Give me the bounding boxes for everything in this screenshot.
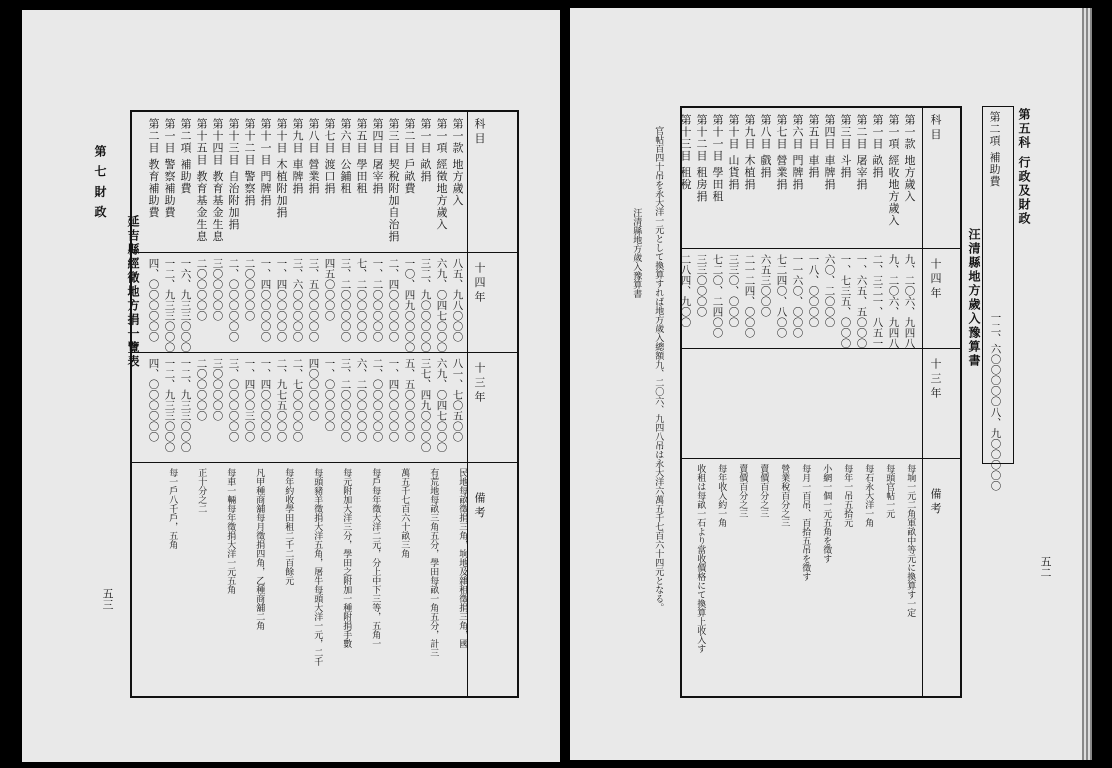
remark-line: 有荒地每畝三角五分，學田每畝一角五分，計三 [428,468,439,657]
row-year14: 六五三〇〇〇 [759,254,772,317]
row-category: 第十三目 租稅 [679,114,692,191]
budget-title: 汪清縣地方歲入豫算書 [967,228,981,368]
row-year14: 四、〇〇〇〇〇〇 [147,258,160,342]
row-category: 第一款 地方歲入 [903,114,916,203]
header-category: 科 目 [929,114,942,140]
row-year14: 六〇、二〇〇〇 [823,254,836,328]
remark-line: 每車一輛每年徵捐大洋一元五角 [225,468,236,594]
row-category: 第二目 戶畝費 [403,118,416,195]
row-year14: 一、四〇〇〇〇〇 [259,258,272,342]
row-category: 第三目 斗捐 [839,114,852,179]
remark-line: 民地每畝徵捐三角，垧地及雜租徵捐三角，國 [457,468,468,648]
row-category: 第二目 屠宰捐 [855,114,868,191]
row-category: 第七目 營業捐 [775,114,788,191]
row-year13: 一、四〇〇三〇〇 [243,358,256,442]
remark-line: 每戶每年徵大洋二元，分上中下三等，五角一 [370,468,381,648]
row-year13: 二、〇〇〇〇〇〇 [371,358,384,442]
remark-line: 小網一個一元五角を徵す [821,464,832,563]
row-year14: 九、二〇六、九四八 [887,254,900,349]
row-year14: 三三〇〇〇〇 [695,254,708,317]
row-category: 第一目 畝捐 [871,114,884,179]
row-year14: 八五、九八〇〇〇 [451,258,464,342]
row-category: 第十二目 租房捐 [695,114,708,203]
header-year14: 十 四 年 [929,258,942,298]
remark-line: 每一戶八千戶，五角 [167,468,178,549]
row-year14: 二〇〇〇〇〇 [243,258,256,321]
remark-line: 賣價百分之三 [737,464,748,518]
row-year13: 三七、四九〇〇〇〇 [419,358,432,453]
row-year13: 三〇〇〇〇〇 [211,358,224,421]
remark-line: 每頭官帖一元 [884,464,895,518]
row-category: 第四目 屠宰捐 [371,118,384,195]
row-year13: 四、〇〇〇〇〇〇 [147,358,160,442]
budget-table [680,106,962,698]
row-year14: 三、六〇〇〇〇〇 [291,258,304,342]
remark-line: 萬五千七百六十畝三角 [399,468,410,558]
row-category: 第一目 畝捐 [419,118,432,183]
row-year13: 三、〇〇〇〇〇〇 [227,358,240,442]
row-year14: 三〇〇〇〇〇 [211,258,224,321]
row-category: 第一項 經收地方歲入 [887,114,900,227]
row-year13: 一二、九三三〇〇〇 [163,358,176,453]
row-year14: 三三〇、〇〇〇 [727,254,740,328]
row-category: 第七目 渡口捐 [323,118,336,195]
row-year14: 一、七三五、〇〇〇 [839,254,852,349]
carryover-block [982,106,1014,491]
row-category: 第五目 車捐 [807,114,820,179]
row-category: 第十一目 門牌捐 [259,118,272,207]
row-year13: 二〇〇〇〇〇 [195,358,208,421]
budget-table [130,110,519,698]
header-remarks: 備 考 [473,492,486,518]
right-page [570,8,1082,760]
row-year13: 六九、〇四七〇〇〇 [435,358,448,453]
header-year13: 十 三 年 [929,358,942,398]
remark-line: 每月一百吊、百拾五吊を徵す [800,464,811,581]
row-year14: 三二、九〇〇〇〇〇 [419,258,432,353]
row-category: 第一目 警察補助費 [163,118,176,219]
remark-line: 每年一吊五拾元 [842,464,853,527]
row-category: 第十二目 警察捐 [243,118,256,207]
page-number: 五二 [1039,556,1052,578]
carryover-year14: 一二、六〇〇〇〇〇 [989,312,1002,407]
row-category: 第九目 木植捐 [743,114,756,191]
row-year14: 四五〇〇〇〇 [323,258,336,321]
header-year13: 十 三 年 [473,362,486,402]
remark-line: 正十分之二 [196,468,207,513]
row-category: 第八目 營業捐 [307,118,320,195]
header-remarks: 備 考 [929,488,942,514]
row-year13: 二、九七五〇〇〇 [275,358,288,442]
row-year14: 一六、九三三〇〇〇 [179,258,192,353]
row-year14: 三、五〇〇〇〇〇 [307,258,320,342]
row-category: 第一款 地方歲入 [451,118,464,207]
row-year13: 一、四〇〇〇〇〇 [259,358,272,442]
row-category: 第三目 契稅附加自治捐 [387,118,400,243]
remark-line: 每頭豬羊徵捐大洋五角，屠牛每頭大洋一元，二千 [312,468,323,666]
row-year14: 二、三二一、八五一 [871,254,884,349]
row-category: 第十一目 學田租 [711,114,724,203]
row-category: 第六目 門牌捐 [791,114,804,191]
row-category: 第一項 經徵地方歲入 [435,118,448,231]
remark-line: 每垧一元二角軍畝中等元に換算す一定 [905,464,916,617]
row-year14: 七二四〇、八〇〇 [775,254,788,338]
row-year13: 八一、七〇五〇〇 [451,358,464,442]
remark-line: 每元附加大洋三分，學田之附加一種附捐手數 [341,468,352,648]
row-year13: 一、〇〇〇〇〇 [323,358,336,432]
row-category: 第十目 山貨捐 [727,114,740,191]
row-year14: 一〇、四九〇〇〇〇 [403,258,416,353]
remark-line: 每年收入約一角 [716,464,727,527]
row-category: 第二項 補助費 [179,118,192,195]
running-title: 延吉縣經徵地方捐一覽表 [126,215,140,369]
row-year14: 二〇〇〇〇〇 [195,258,208,321]
row-year14: 二八四、九〇〇 [679,254,692,328]
row-year14: 一、四〇〇〇〇〇 [275,258,288,342]
section-heading: 第五科 行政及財政 [1017,108,1031,227]
row-category: 第九目 車牌捐 [291,118,304,195]
row-year13: 三、二〇〇〇〇〇 [339,358,352,442]
row-category: 第五目 學田租 [355,118,368,195]
row-year13: 二、七〇〇〇〇〇 [291,358,304,442]
book-spine [1082,8,1092,760]
row-category: 第六目 公鋪租 [339,118,352,195]
row-year14: 六九、〇四七〇〇〇 [435,258,448,353]
remark-line: 營業稅百分之三 [779,464,790,527]
row-category: 第八目 戲捐 [759,114,772,179]
row-category: 第十五目 教育基金生息 [195,118,208,243]
carryover-category: 第二項 補助費 [988,111,1001,188]
remark-line: 收租は每畝一石より當收價格にて換算上收入す [695,464,706,653]
row-year14: 二、四〇〇〇〇〇 [387,258,400,342]
row-year14: 二一二四、〇〇〇 [743,254,756,338]
left-page [22,10,560,762]
row-year14: 七二〇、二四〇〇 [711,254,724,338]
row-year14: 七、二〇〇〇〇〇 [355,258,368,342]
remark-line: 每年約收學田租二千二百餘元 [283,468,294,585]
remark-line: 每石永大洋一角 [863,464,874,527]
header-category: 科 目 [473,118,486,144]
row-category: 第二目 教育補助費 [147,118,160,219]
row-year14: 三、二〇〇〇〇〇 [339,258,352,342]
row-category: 第十三目 自治附加捐 [227,118,240,231]
row-year14: 一、二〇〇〇〇〇 [371,258,384,342]
footnote: 官帖百四十吊を永大洋一元として換算すれば地方歲入總額九、二〇六、九四八吊は永大洋六萬五千七百六十四元となる。 [653,126,664,612]
row-year14: 一、六五、五〇〇〇 [855,254,868,349]
row-year14: 九、二〇六、九四八 [903,254,916,349]
row-year13: 五、五〇〇〇〇〇 [403,358,416,442]
row-year14: 一八、〇〇〇〇 [807,254,820,328]
row-year14: 二、〇〇〇〇〇〇 [227,258,240,342]
row-year13: 四〇〇〇〇〇 [307,358,320,421]
carryover-year13: 八、九〇〇〇〇〇 [989,407,1002,491]
page-subtitle: 汪清縣地方歲入豫算書 [631,208,642,298]
row-year13: 一、四〇〇〇〇〇 [387,358,400,442]
remark-line: 賣價百分之三 [758,464,769,518]
row-category: 第十目 木植附加捐 [275,118,288,219]
row-year14: 一一六〇、〇〇〇 [791,254,804,338]
header-year14: 十 四 年 [473,262,486,302]
row-year13: 一二、九三三〇〇〇 [179,358,192,453]
row-category: 第十四目 教育基金生息 [211,118,224,243]
row-category: 第四目 車牌捐 [823,114,836,191]
chapter-heading: 第 七 財 政 [93,145,107,220]
row-year13: 六、二〇〇〇〇〇 [355,358,368,442]
remark-line: 凡甲種商舖每月徵捐四角，乙種商舖二角 [254,468,265,630]
page-number: 五三 [101,588,114,610]
row-year14: 一二、九三三〇〇〇 [163,258,176,353]
